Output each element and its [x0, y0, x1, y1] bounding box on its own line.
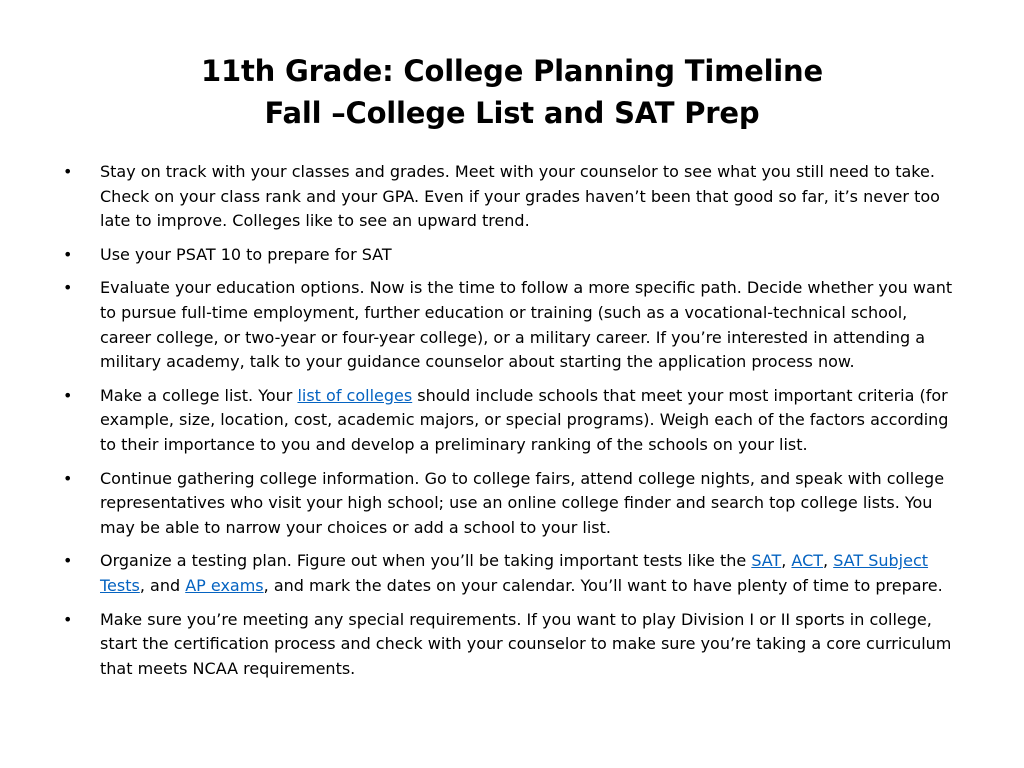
bullet-text: Continue gathering college information. Go to college fairs, attend college nights, and speak with college representatives who visit your high school; use an online college finder and search top college lists. You may be able to narrow your choices or add a school to your list. — [100, 468, 945, 537]
bullet-item-education-options — [63, 276, 960, 374]
bullet-text: , — [781, 551, 792, 571]
act-link[interactable]: ACT — [791, 551, 824, 571]
bullet-dot-icon: • — [63, 551, 73, 571]
bullet-dot-icon: • — [63, 162, 73, 181]
slide-title — [60, 50, 964, 134]
bullet-item-college-information — [63, 467, 960, 541]
bullet-item-college-list — [63, 384, 960, 458]
ap-exams-link[interactable]: AP exams — [185, 575, 264, 595]
bullet-text: should include schools that meet your most important criteria (for example, size, location, cost, academic majors, or special programs). Weigh each of the factors according to their importance to you and develop a preliminary ranking of the schools on your list. — [100, 385, 949, 454]
bullet-dot-icon: • — [63, 468, 73, 488]
bullet-text: Organize a testing plan. Figure out when you’ll be taking important tests like the — [100, 551, 752, 571]
bullet-item-psat — [63, 243, 960, 268]
bullet-text: , and — [139, 575, 186, 595]
bullet-list — [63, 160, 960, 690]
bullet-text: Evaluate your education options. Now is the time to follow a more specific path. Decide whether you want to pursue full-time employment, further education or training (such as a vocational-technical school, career college, or two-year or four-year college), or a military career. If you’re interested in attending a military academy, talk to your guidance counselor about starting the application process now. — [100, 278, 953, 372]
bullet-text: Make sure you’re meeting any special requirements. If you want to play Division I or II sports in college, start the certification process and check with your counselor to make sure you’re taking a core curriculum that meets NCAA requirements. — [100, 609, 952, 678]
bullet-text: Use your PSAT 10 to prepare for SAT — [100, 244, 392, 264]
bullet-text: , — [823, 551, 834, 571]
bullet-text: Make a college list. Your — [100, 385, 298, 405]
sat-link[interactable]: SAT — [751, 551, 782, 571]
bullet-item-testing-plan — [63, 549, 960, 598]
bullet-item-classes — [63, 160, 960, 234]
bullet-dot-icon: • — [63, 609, 73, 629]
slide-title-line-2: Fall –College List and SAT Prep — [264, 96, 760, 130]
bullet-text: , and mark the dates on your calendar. You’ll want to have plenty of time to prepare. — [263, 575, 943, 595]
bullet-dot-icon: • — [63, 244, 73, 264]
bullet-dot-icon: • — [63, 385, 73, 405]
slide-title-line-1: 11th Grade: College Planning Timeline — [201, 54, 823, 88]
bullet-dot-icon: • — [63, 278, 73, 298]
sat-subject-tests-link[interactable]: SAT Subject Tests — [100, 551, 929, 595]
bullet-text: Stay on track with your classes and grades. Meet with your counselor to see what you still need to take. Check on your class rank and your GPA. Even if your grades haven’t been that good so far, it’s never too late to improve. Colleges like to see an upward trend. — [100, 162, 940, 231]
bullet-item-special-requirements — [63, 608, 960, 682]
list-of-colleges-link[interactable]: list of colleges — [297, 385, 413, 405]
